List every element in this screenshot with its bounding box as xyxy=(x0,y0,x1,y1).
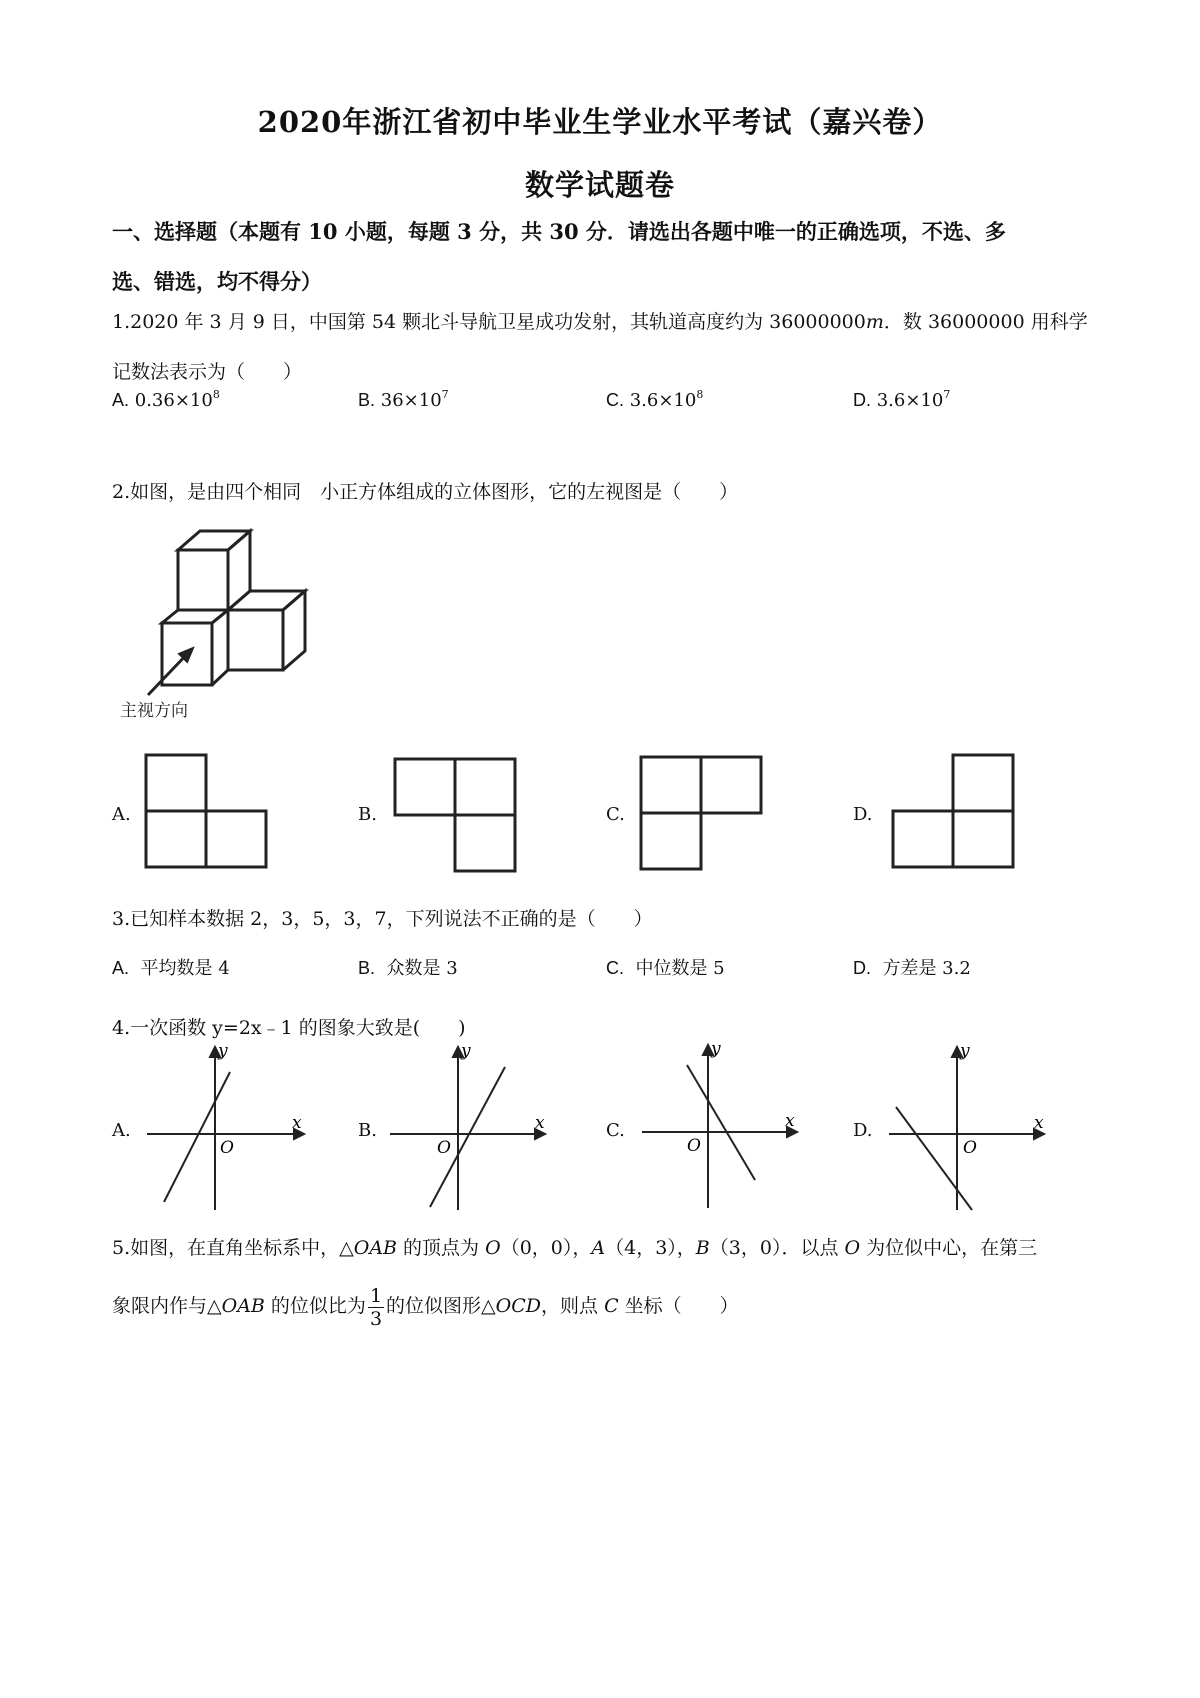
option-label: C. xyxy=(606,958,624,978)
q5-var: A xyxy=(591,1237,606,1259)
option-label: D. xyxy=(853,390,871,410)
option-base: 36×10 xyxy=(380,390,442,411)
q1-text-a: 1.2020 年 3 月 9 日，中国第 54 颗北斗导航卫星成功发射，其轨道高度约为 36000000 xyxy=(112,311,866,333)
q1-option-b[interactable] xyxy=(358,390,449,411)
page-subtitle: 数学试题卷 xyxy=(524,168,675,202)
q5-text: （3，0）．以点 xyxy=(709,1237,845,1259)
q2-option-c-label: C. xyxy=(606,804,625,825)
q5-var: O xyxy=(485,1237,501,1259)
origin-label: O xyxy=(220,1138,234,1158)
option-label: D. xyxy=(853,958,871,978)
x-axis-label: x xyxy=(292,1113,302,1133)
question-4: 4.一次函数 y=2x﹣1 的图象大致是( ) xyxy=(112,1017,466,1039)
x-axis-label: x xyxy=(535,1113,545,1133)
q5-text: 的位似比为 xyxy=(264,1295,366,1317)
option-exponent: 7 xyxy=(441,388,449,401)
x-axis-label: x xyxy=(785,1111,795,1131)
option-text: 方差是 3.2 xyxy=(882,958,971,979)
q5-text: 坐标（ ） xyxy=(618,1295,739,1317)
q5-text: 5.如图，在直角坐标系中，△ xyxy=(112,1237,354,1259)
option-base: 3.6×10 xyxy=(876,390,944,411)
q2-option-d-figure[interactable] xyxy=(890,752,1018,870)
fraction-denominator: 3 xyxy=(369,1307,383,1330)
q1-text-b: ．数 36000000 用科学 xyxy=(883,311,1088,333)
option-label: B. xyxy=(358,958,376,978)
q5-var: B xyxy=(695,1237,710,1259)
q5-text: （4，3）， xyxy=(605,1237,696,1259)
question-5 xyxy=(112,1222,1102,1332)
question-2: 2.如图，是由四个相同 小正方体组成的立体图形，它的左视图是（ ） xyxy=(112,481,739,503)
q1-option-d[interactable] xyxy=(853,390,950,411)
section-header-line1: 一、选择题（本题有 10 小题，每题 3 分，共 30 分．请选出各题中唯一的正确选项，不选、多 xyxy=(112,219,1006,244)
q5-text: 为位似中心，在第三 xyxy=(860,1237,1038,1259)
q2-option-b-label: B. xyxy=(358,804,377,825)
q4-option-b-label: B. xyxy=(358,1120,377,1141)
section-header xyxy=(112,207,1102,307)
y-axis-label: y xyxy=(461,1042,471,1061)
q5-line2 xyxy=(112,1280,1102,1332)
option-label: C. xyxy=(606,390,624,410)
option-label: A. xyxy=(112,390,130,410)
q2-option-a-figure[interactable] xyxy=(143,752,271,870)
q5-fraction xyxy=(368,1285,384,1330)
option-base: 0.36×10 xyxy=(134,390,213,411)
q5-line1 xyxy=(112,1222,1102,1274)
origin-label: O xyxy=(687,1136,701,1156)
q1-option-a[interactable] xyxy=(112,390,220,411)
fraction-numerator: 1 xyxy=(369,1284,383,1307)
q5-var: O xyxy=(844,1237,861,1259)
q1-option-c[interactable] xyxy=(606,390,703,411)
section-header-line2: 选、错选，均不得分） xyxy=(112,269,322,294)
y-axis-label: y xyxy=(218,1042,228,1061)
option-text: 平均数是 4 xyxy=(140,958,230,979)
question-1 xyxy=(112,297,1102,397)
q5-text: （0，0）， xyxy=(500,1237,592,1259)
q2-figure-caption: 主视方向 xyxy=(120,701,188,721)
option-label: A. xyxy=(112,958,130,978)
q3-option-a[interactable] xyxy=(112,954,230,980)
origin-label: O xyxy=(437,1138,451,1158)
q4-option-a-label: A. xyxy=(112,1120,131,1141)
origin-label: O xyxy=(963,1138,977,1158)
x-axis-label: x xyxy=(1034,1113,1044,1133)
option-base: 3.6×10 xyxy=(629,390,697,411)
option-text: 众数是 3 xyxy=(386,958,458,979)
q4-option-c-label: C. xyxy=(606,1120,625,1141)
question-3: 3.已知样本数据 2，3，5，3，7，下列说法不正确的是（ ） xyxy=(112,908,653,930)
q4-option-d-label: D. xyxy=(853,1120,873,1141)
option-label: B. xyxy=(358,390,376,410)
option-exponent: 7 xyxy=(943,388,951,401)
q3-option-c[interactable] xyxy=(606,954,725,980)
option-exponent: 8 xyxy=(212,388,220,401)
q1-text-line2: 记数法表示为（ ） xyxy=(112,361,303,383)
q5-text: 象限内作与△ xyxy=(112,1295,222,1317)
q3-option-b[interactable] xyxy=(358,954,458,980)
page-title: 2020年浙江省初中毕业生学业水平考试（嘉兴卷） xyxy=(257,105,943,139)
y-axis-label: y xyxy=(711,1040,721,1059)
q2-option-b-figure[interactable] xyxy=(392,756,520,874)
q1-unit: m xyxy=(865,311,884,333)
q2-option-a-label: A. xyxy=(112,804,131,825)
q5-var: C xyxy=(604,1295,619,1317)
q2-solid-figure xyxy=(110,523,315,723)
q4-option-b-graph[interactable] xyxy=(385,1042,550,1212)
q3-option-d[interactable] xyxy=(853,954,971,980)
q5-var: OAB xyxy=(221,1295,265,1317)
y-axis-label: y xyxy=(960,1042,970,1061)
q5-var: OAB xyxy=(353,1237,398,1259)
q5-var: OCD xyxy=(495,1295,542,1317)
q2-option-d-label: D. xyxy=(853,804,873,825)
option-text: 中位数是 5 xyxy=(635,958,725,979)
q5-text: 的顶点为 xyxy=(397,1237,486,1259)
option-exponent: 8 xyxy=(696,388,704,401)
q4-option-a-graph[interactable] xyxy=(142,1042,307,1212)
q5-text: 的位似图形△ xyxy=(386,1295,496,1317)
q2-option-c-figure[interactable] xyxy=(638,754,766,872)
q4-option-c-graph[interactable] xyxy=(637,1040,802,1210)
q5-text: ，则点 xyxy=(541,1295,605,1317)
q4-option-d-graph[interactable] xyxy=(884,1042,1064,1212)
